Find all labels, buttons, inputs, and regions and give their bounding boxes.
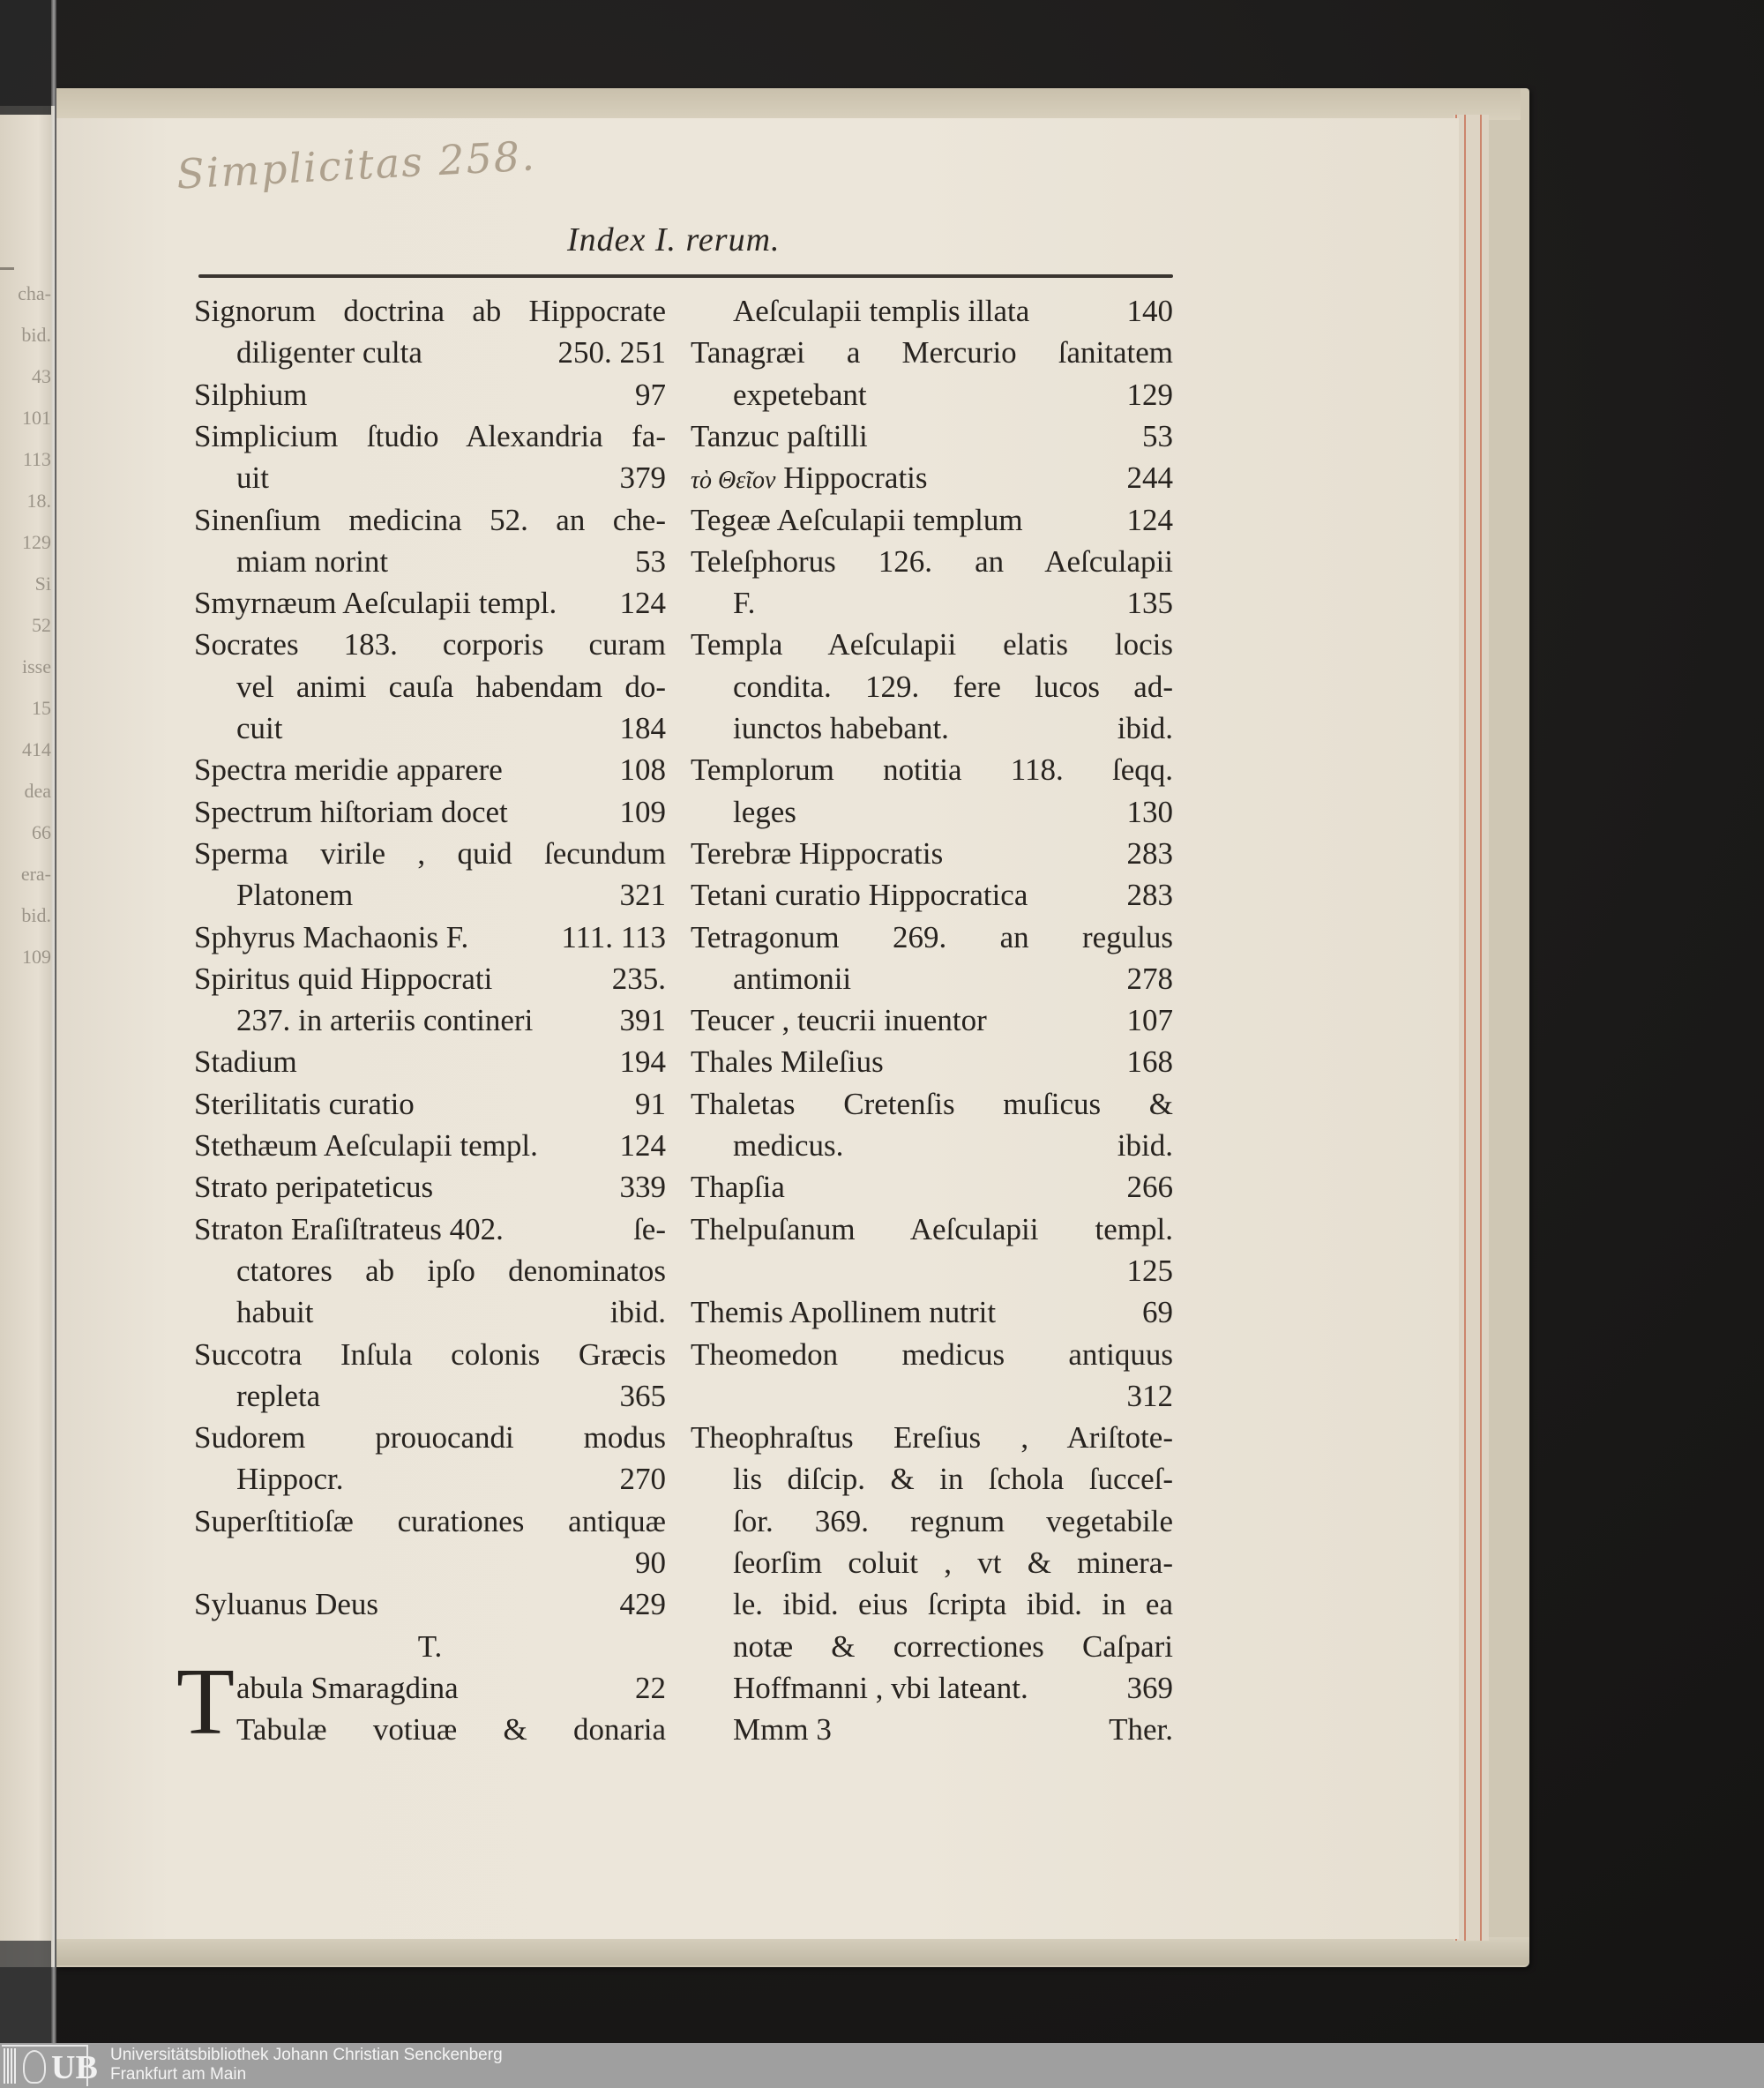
- index-entry-line: [691, 1167, 1173, 1208]
- page-reference: 108: [619, 752, 666, 788]
- entry-text: Stethæum Aeſculapii templ.: [194, 1128, 538, 1163]
- page-reference: 22: [635, 1670, 666, 1705]
- previous-page-fragment: 43: [32, 365, 51, 387]
- page-reference: 91: [635, 1086, 666, 1121]
- entry-text: T.: [417, 1628, 443, 1664]
- page-reference: 369: [1126, 1670, 1173, 1705]
- index-entry-line: [194, 542, 666, 582]
- entry-text: miam norint: [236, 543, 389, 579]
- entry-text: Thales Mileſius: [691, 1044, 884, 1080]
- page-fore-edge: [1454, 115, 1489, 1941]
- page-reference: 90: [635, 1545, 666, 1580]
- index-entry-line: [194, 333, 666, 373]
- entry-text: Straton Eraſiſtrateus 402.: [194, 1211, 504, 1246]
- previous-page-fragment: 18.: [26, 490, 51, 512]
- page-reference: 69: [1142, 1295, 1173, 1330]
- handwritten-note: Simplicitas 258.: [175, 131, 537, 198]
- previous-page-fragment: 113: [22, 448, 51, 470]
- page-reference: 140: [1126, 294, 1173, 328]
- glass-shadow-bottom: [0, 1941, 51, 2043]
- page-reference: 194: [619, 1044, 666, 1080]
- index-entry-line: [691, 792, 1173, 833]
- page-reference: ſe-: [633, 1211, 666, 1246]
- index-entry-line: [691, 834, 1173, 874]
- index-entry-line: [691, 1292, 1173, 1333]
- entry-text: Sinenſium medicina 52. an che-: [194, 502, 666, 537]
- page-reference: 244: [1126, 460, 1173, 496]
- previous-page-fragment: Si: [34, 573, 51, 595]
- entry-text: leges: [733, 794, 796, 829]
- index-entry-line: [691, 1376, 1173, 1417]
- index-entry-line: [194, 1459, 666, 1500]
- drop-cap: T: [176, 1650, 235, 1755]
- index-entry-line: [194, 1042, 666, 1082]
- entry-text: uit: [236, 460, 269, 496]
- entry-text: cuit: [236, 711, 283, 745]
- previous-page-fragment: 15: [32, 697, 51, 719]
- index-entry-line: [691, 500, 1173, 541]
- index-entry-line: [691, 1126, 1173, 1166]
- index-entry-line: [194, 834, 666, 874]
- entry-text: Sterilitatis curatio: [194, 1086, 415, 1121]
- index-entry-line: [194, 1251, 666, 1291]
- index-entry-line: [691, 583, 1173, 624]
- index-entry-line: [194, 1627, 666, 1667]
- entry-text: Simplicium ſtudio Alexandria fa-: [194, 418, 666, 453]
- entry-text: Platonem: [236, 878, 354, 913]
- library-name-line1: Universitätsbibliothek Johann Christian Senckenberg: [110, 2046, 503, 2064]
- previous-page-rule: [0, 267, 14, 270]
- entry-text: Spectra meridie apparere: [194, 752, 503, 788]
- entry-text: 237. in arteriis contineri: [236, 1003, 534, 1038]
- entry-text: Aeſculapii templis illata: [733, 294, 1030, 328]
- page-reference: 184: [619, 711, 666, 745]
- book-cover-bottom-edge: [56, 1937, 1529, 1965]
- entry-text: Tanzuc paſtilli: [691, 418, 868, 453]
- page-reference: ibid.: [609, 1295, 666, 1330]
- index-entry-line: [194, 1126, 666, 1166]
- entry-text: Smyrnæum Aeſculapii templ.: [194, 586, 557, 621]
- page-reference: ibid.: [1117, 711, 1173, 745]
- index-entry-line: [194, 1501, 666, 1542]
- entry-text: Tanagræi a Mercurio ſanitatem: [691, 335, 1173, 370]
- page-reference: 266: [1126, 1170, 1173, 1205]
- entry-text: repleta: [236, 1378, 321, 1413]
- index-entry-line: [194, 500, 666, 541]
- entry-text: ctatores ab ipſo denominatos: [236, 1253, 666, 1288]
- index-entry-line: [194, 1167, 666, 1208]
- entry-text: Tetani curatio Hippocratica: [691, 878, 1028, 913]
- entry-text: lis diſcip. & in ſchola ſucceſ-: [733, 1462, 1173, 1497]
- entry-text: Hippocr.: [236, 1462, 344, 1497]
- index-entry-line: [194, 1084, 666, 1125]
- library-name-line2: Frankfurt am Main: [110, 2065, 247, 2084]
- entry-text: Tabulæ votiuæ & donaria: [236, 1712, 666, 1747]
- entry-text: Terebræ Hippocratis: [691, 835, 944, 871]
- entry-text: vel animi cauſa habendam do-: [236, 669, 666, 704]
- entry-text: Theomedon medicus antiquus: [691, 1336, 1173, 1372]
- entry-text: condita. 129. fere lucos ad-: [733, 669, 1173, 704]
- previous-page-fragment: cha-: [18, 282, 51, 304]
- entry-text: habuit: [236, 1295, 314, 1330]
- entry-text: Spectrum hiſtoriam docet: [194, 794, 508, 829]
- index-entry-line: [691, 375, 1173, 415]
- index-entry-line: [691, 667, 1173, 707]
- entry-text: Themis Apollinem nutrit: [691, 1295, 997, 1330]
- entry-text: ſor. 369. regnum vegetabile: [733, 1503, 1173, 1538]
- entry-text: antimonii: [733, 961, 852, 996]
- index-entry-line: [691, 1710, 1173, 1750]
- index-entry-line: [194, 625, 666, 665]
- index-entry-line: [691, 1209, 1173, 1250]
- index-entry-line: [691, 917, 1173, 958]
- entry-text: Spiritus quid Hippocrati: [194, 961, 493, 996]
- page-reference: 283: [1126, 835, 1173, 871]
- page-reference: 429: [619, 1587, 666, 1622]
- page-reference: 130: [1126, 794, 1173, 829]
- index-entry-line: [194, 1376, 666, 1417]
- index-entry-line: [194, 875, 666, 916]
- red-edge-line: [1480, 115, 1482, 1941]
- header-rule: [198, 274, 1173, 278]
- logo-portrait-icon: [23, 2050, 46, 2084]
- index-entry-line: [194, 458, 666, 498]
- index-entry-line: [691, 458, 1173, 498]
- page-reference: ibid.: [1117, 1128, 1173, 1163]
- entry-text: notæ & correctiones Caſpari: [733, 1628, 1173, 1664]
- entry-text: diligenter culta: [236, 335, 422, 370]
- logo-columns-icon: [4, 2048, 16, 2084]
- index-entry-line: [194, 416, 666, 457]
- entry-text: Sudorem prouocandi modus: [194, 1420, 666, 1456]
- entry-text: [691, 458, 928, 501]
- index-entry-line: [691, 1668, 1173, 1709]
- entry-text: Socrates 183. corporis curam: [194, 627, 666, 662]
- index-entry-line: [194, 1584, 666, 1625]
- page-reference: 53: [635, 543, 666, 579]
- logo-text: UB: [51, 2049, 98, 2086]
- page-reference: 53: [1142, 418, 1173, 453]
- index-entry-line: [194, 1710, 666, 1750]
- index-entry-line: [194, 583, 666, 624]
- red-edge-line: [1464, 115, 1466, 1941]
- book-cover-top-edge: [56, 88, 1521, 120]
- index-entry-line: [194, 792, 666, 833]
- entry-text: medicus.: [733, 1128, 844, 1163]
- entry-text: Templa Aeſculapii elatis locis: [691, 627, 1173, 662]
- entry-text: Thapſia: [691, 1170, 785, 1205]
- page-reference: 124: [619, 586, 666, 621]
- previous-page-fragment: bid.: [21, 904, 51, 926]
- index-entry-line: [194, 375, 666, 415]
- page-reference: 379: [619, 460, 666, 496]
- previous-page-fragment: 129: [22, 531, 51, 553]
- index-entry-line: [691, 416, 1173, 457]
- entry-text-latin: Hippocratis: [775, 460, 928, 496]
- index-entry-line: [691, 333, 1173, 373]
- page-reference: 125: [1126, 1253, 1173, 1288]
- running-head: Index I. rerum.: [567, 221, 781, 258]
- previous-page-fragment: 109: [22, 946, 51, 968]
- index-entry-line: [691, 750, 1173, 790]
- footer-bar: [0, 2043, 1764, 2088]
- entry-text: Teleſphorus 126. an Aeſculapii: [691, 543, 1173, 579]
- previous-page-fragment: 414: [22, 738, 51, 760]
- index-entry-line: [691, 625, 1173, 665]
- index-entry-line: [194, 1668, 666, 1709]
- previous-page-fragment: 66: [32, 821, 51, 843]
- previous-page-strip: [0, 106, 55, 1967]
- entry-text: Thaletas Cretenſis muſicus &: [691, 1086, 1173, 1121]
- index-entry-line: [691, 875, 1173, 916]
- page-reference: Ther.: [1109, 1712, 1173, 1747]
- index-entry-line: [194, 667, 666, 707]
- glass-shadow-top: [0, 0, 51, 115]
- entry-text: Teucer , teucrii inuentor: [691, 1003, 987, 1038]
- entry-text: Mmm 3: [733, 1712, 832, 1747]
- page-reference: 312: [1126, 1378, 1173, 1413]
- page-reference: 111. 113: [561, 919, 666, 954]
- entry-text: Sphyrus Machaonis F.: [194, 919, 469, 954]
- index-entry-line: [194, 1000, 666, 1041]
- index-entry-line: [194, 1209, 666, 1250]
- page-reference: 250. 251: [557, 335, 666, 370]
- previous-page-fragment: 52: [32, 614, 51, 636]
- page-reference: 124: [619, 1128, 666, 1163]
- page-reference: 278: [1126, 961, 1173, 996]
- page-reference: 109: [619, 794, 666, 829]
- page-reference: 124: [1126, 502, 1173, 537]
- index-entry-line: [691, 959, 1173, 999]
- index-entry-line: [691, 1584, 1173, 1625]
- entry-text: Strato peripateticus: [194, 1170, 434, 1205]
- previous-page-fragment: isse: [22, 655, 51, 677]
- index-entry-line: [194, 1418, 666, 1458]
- entry-text: Sperma virile , quid ſecundum: [194, 835, 666, 871]
- page-reference: 135: [1126, 586, 1173, 621]
- page-reference: 339: [619, 1170, 666, 1205]
- previous-page-fragment: 101: [22, 407, 51, 429]
- page-reference: 321: [619, 878, 666, 913]
- index-entry-line: [194, 291, 666, 332]
- entry-text: Theophraſtus Ereſius , Ariſtote-: [691, 1420, 1173, 1456]
- page-reference: 97: [635, 377, 666, 412]
- index-entry-line: [691, 1042, 1173, 1082]
- page-reference: 270: [619, 1462, 666, 1497]
- page-reference: 235.: [611, 961, 666, 996]
- index-entry-line: [194, 708, 666, 749]
- index-entry-line: [691, 1418, 1173, 1458]
- index-entry-line: [194, 1292, 666, 1333]
- index-entry-line: [194, 750, 666, 790]
- entry-text: Succotra Inſula colonis Græcis: [194, 1336, 666, 1372]
- index-entry-line: [691, 1335, 1173, 1375]
- entry-text: Syluanus Deus: [194, 1587, 379, 1622]
- index-entry-line: [194, 1543, 666, 1583]
- previous-page-fragment: bid.: [21, 324, 51, 346]
- entry-text: Tetragonum 269. an regulus: [691, 919, 1173, 954]
- greek-text: τὸ Θεῖον: [691, 467, 776, 495]
- entry-text: Templorum notitia 118. ſeqq.: [691, 752, 1173, 788]
- index-entry-line: [691, 542, 1173, 582]
- page-reference: 107: [1126, 1003, 1173, 1038]
- index-entry-line: [691, 291, 1173, 332]
- index-entry-line: [691, 1543, 1173, 1583]
- entry-text: Superſtitioſæ curationes antiquæ: [194, 1503, 666, 1538]
- page-reference: 283: [1126, 878, 1173, 913]
- entry-text: F.: [733, 586, 756, 621]
- index-entry-line: [194, 1335, 666, 1375]
- entry-text: Hoffmanni , vbi lateant.: [733, 1670, 1028, 1705]
- index-entry-line: [691, 1251, 1173, 1291]
- entry-text: expetebant: [733, 377, 867, 412]
- page-reference: 129: [1126, 377, 1173, 412]
- entry-text: iunctos habebant.: [733, 711, 949, 745]
- previous-page-fragment: era-: [20, 863, 51, 885]
- index-entry-line: [691, 1501, 1173, 1542]
- previous-page-fragment: dea: [24, 780, 51, 802]
- index-entry-line: [194, 917, 666, 958]
- index-entry-line: [691, 708, 1173, 749]
- entry-text: Silphium: [194, 377, 308, 412]
- index-entry-line: [194, 959, 666, 999]
- entry-text: Tegeæ Aeſculapii templum: [691, 502, 1023, 537]
- entry-text: Signorum doctrina ab Hippocrate: [194, 294, 666, 328]
- page-reference: 365: [619, 1378, 666, 1413]
- index-entry-line: [691, 1459, 1173, 1500]
- page-reference: 168: [1126, 1044, 1173, 1080]
- index-entry-line: [691, 1084, 1173, 1125]
- entry-text: le. ibid. eius ſcripta ibid. in ea: [733, 1587, 1173, 1622]
- page-reference: 391: [619, 1003, 666, 1038]
- ub-logo: [2, 2045, 98, 2086]
- index-entry-line: [691, 1627, 1173, 1667]
- entry-text: Stadium: [194, 1044, 297, 1080]
- index-entry-line: [691, 1000, 1173, 1041]
- entry-text: abula Smaragdina: [236, 1670, 459, 1705]
- entry-text: ſeorſim coluit , vt & minera-: [733, 1545, 1173, 1580]
- entry-text: Thelpuſanum Aeſculapii templ.: [691, 1211, 1173, 1246]
- library-name: [110, 2046, 503, 2084]
